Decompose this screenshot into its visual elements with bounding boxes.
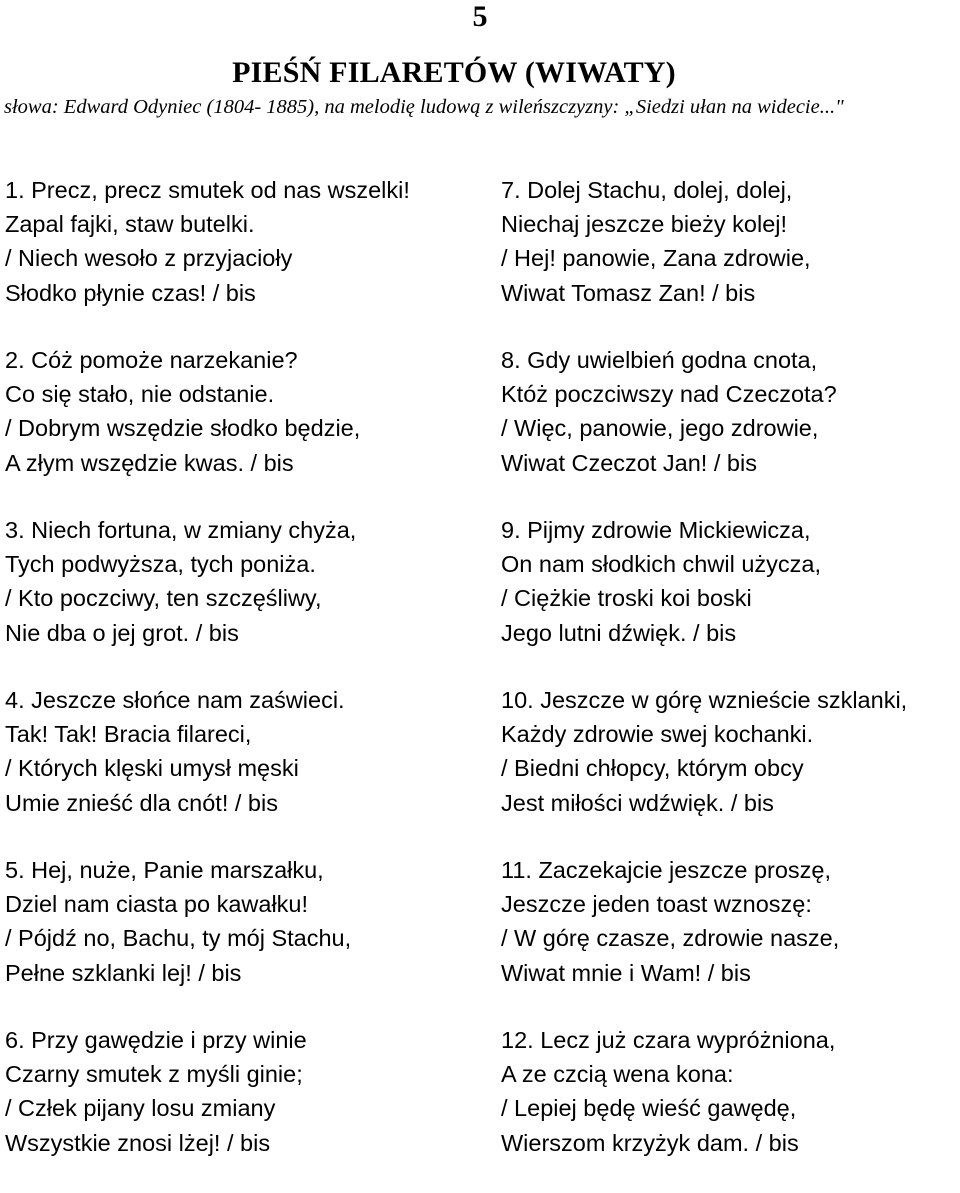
- verse-line: 10. Jeszcze w górę wznieście szklanki,: [501, 687, 908, 713]
- stanza: [5, 683, 475, 853]
- verse-line: / Dobrym wszędzie słodko będzie,: [5, 415, 361, 442]
- verse-line: 11. Zaczekajcie jeszcze proszę,: [501, 857, 832, 883]
- verse-line: Pełne szklanki lej! / bis: [5, 959, 242, 986]
- verse-line: / Lepiej będę wieść gawędę,: [501, 1095, 797, 1122]
- verse-line: Nie dba o jej grot. / bis: [5, 619, 239, 646]
- stanza: [501, 513, 960, 683]
- verse-line: Jeszcze jeden toast wznoszę:: [501, 891, 812, 918]
- stanza: [501, 343, 960, 513]
- verse-line: 6. Przy gawędzie i przy winie: [5, 1027, 307, 1053]
- verse-line: Każdy zdrowie swej kochanki.: [501, 721, 814, 748]
- verse-line: Jego lutni dźwięk. / bis: [501, 619, 737, 646]
- verse-line: / Hej! panowie, Zana zdrowie,: [501, 245, 811, 272]
- lyrics-column-right: [501, 173, 960, 1193]
- verse-line: / Ciężkie troski koi boski: [501, 585, 752, 612]
- stanza: [501, 683, 960, 853]
- stanza: [501, 853, 960, 1023]
- verse-line: 2. Cóż pomoże narzekanie?: [5, 347, 298, 373]
- verse-line: Zapal fajki, staw butelki.: [5, 211, 255, 238]
- stanza: [501, 1023, 960, 1193]
- verse-line: Wierszom krzyżyk dam. / bis: [501, 1129, 799, 1156]
- verse-line: / W górę czasze, zdrowie nasze,: [501, 925, 840, 952]
- stanza: [5, 853, 475, 1023]
- verse-line: Tak! Tak! Bracia filareci,: [5, 721, 252, 748]
- verse-line: Wiwat mnie i Wam! / bis: [501, 959, 751, 986]
- page-number: 5: [472, 0, 488, 33]
- stanza: [501, 173, 960, 343]
- verse-line: 8. Gdy uwielbień godna cnota,: [501, 347, 818, 373]
- verse-line: Niechaj jeszcze bieży kolej!: [501, 211, 788, 238]
- verse-line: 9. Pijmy zdrowie Mickiewicza,: [501, 517, 811, 543]
- verse-line: Wiwat Czeczot Jan! / bis: [501, 449, 757, 476]
- verse-line: A ze czcią wena kona:: [501, 1061, 734, 1088]
- verse-line: A złym wszędzie kwas. / bis: [5, 449, 294, 476]
- verse-line: 4. Jeszcze słońce nam zaświeci.: [5, 687, 345, 713]
- verse-line: / Człek pijany losu zmiany: [5, 1095, 276, 1122]
- verse-line: 3. Niech fortuna, w zmiany chyża,: [5, 517, 357, 543]
- song-subtitle: słowa: Edward Odyniec (1804- 1885), na melodię ludową z wileńszczyzny: „Siedzi ułan na widecie...": [4, 96, 844, 118]
- stanza: [5, 513, 475, 683]
- verse-line: Wiwat Tomasz Zan! / bis: [501, 279, 756, 306]
- song-title: PIEŚŃ FILARETÓW (WIWATY): [232, 56, 676, 89]
- verse-line: Umie znieść dla cnót! / bis: [5, 789, 278, 816]
- stanza: [5, 173, 475, 343]
- verse-line: Czarny smutek z myśli ginie;: [5, 1061, 303, 1088]
- verse-line: 5. Hej, nuże, Panie marszałku,: [5, 857, 324, 883]
- verse-line: / Których klęski umysł męski: [5, 755, 299, 782]
- lyrics-column-left: [5, 173, 475, 1193]
- stanza: [5, 343, 475, 513]
- verse-line: Wszystkie znosi lżej! / bis: [5, 1129, 271, 1156]
- verse-line: Któż poczciwszy nad Czeczota?: [501, 381, 837, 408]
- verse-line: 7. Dolej Stachu, dolej, dolej,: [501, 177, 793, 203]
- stanza: [5, 1023, 475, 1193]
- verse-line: 12. Lecz już czara wypróżniona,: [501, 1027, 836, 1053]
- verse-line: Tych podwyższa, tych poniża.: [5, 551, 316, 578]
- verse-line: Co się stało, nie odstanie.: [5, 381, 275, 408]
- verse-line: / Kto poczciwy, ten szczęśliwy,: [5, 585, 322, 612]
- verse-line: / Niech wesoło z przyjacioły: [5, 245, 293, 272]
- verse-line: / Więc, panowie, jego zdrowie,: [501, 415, 819, 442]
- verse-line: 1. Precz, precz smutek od nas wszelki!: [5, 177, 410, 203]
- verse-line: Słodko płynie czas! / bis: [5, 279, 256, 306]
- verse-line: Jest miłości wdźwięk. / bis: [501, 789, 774, 816]
- verse-line: On nam słodkich chwil użycza,: [501, 551, 821, 578]
- verse-line: Dziel nam ciasta po kawałku!: [5, 891, 309, 918]
- verse-line: / Biedni chłopcy, którym obcy: [501, 755, 804, 782]
- verse-line: / Pójdź no, Bachu, ty mój Stachu,: [5, 925, 352, 952]
